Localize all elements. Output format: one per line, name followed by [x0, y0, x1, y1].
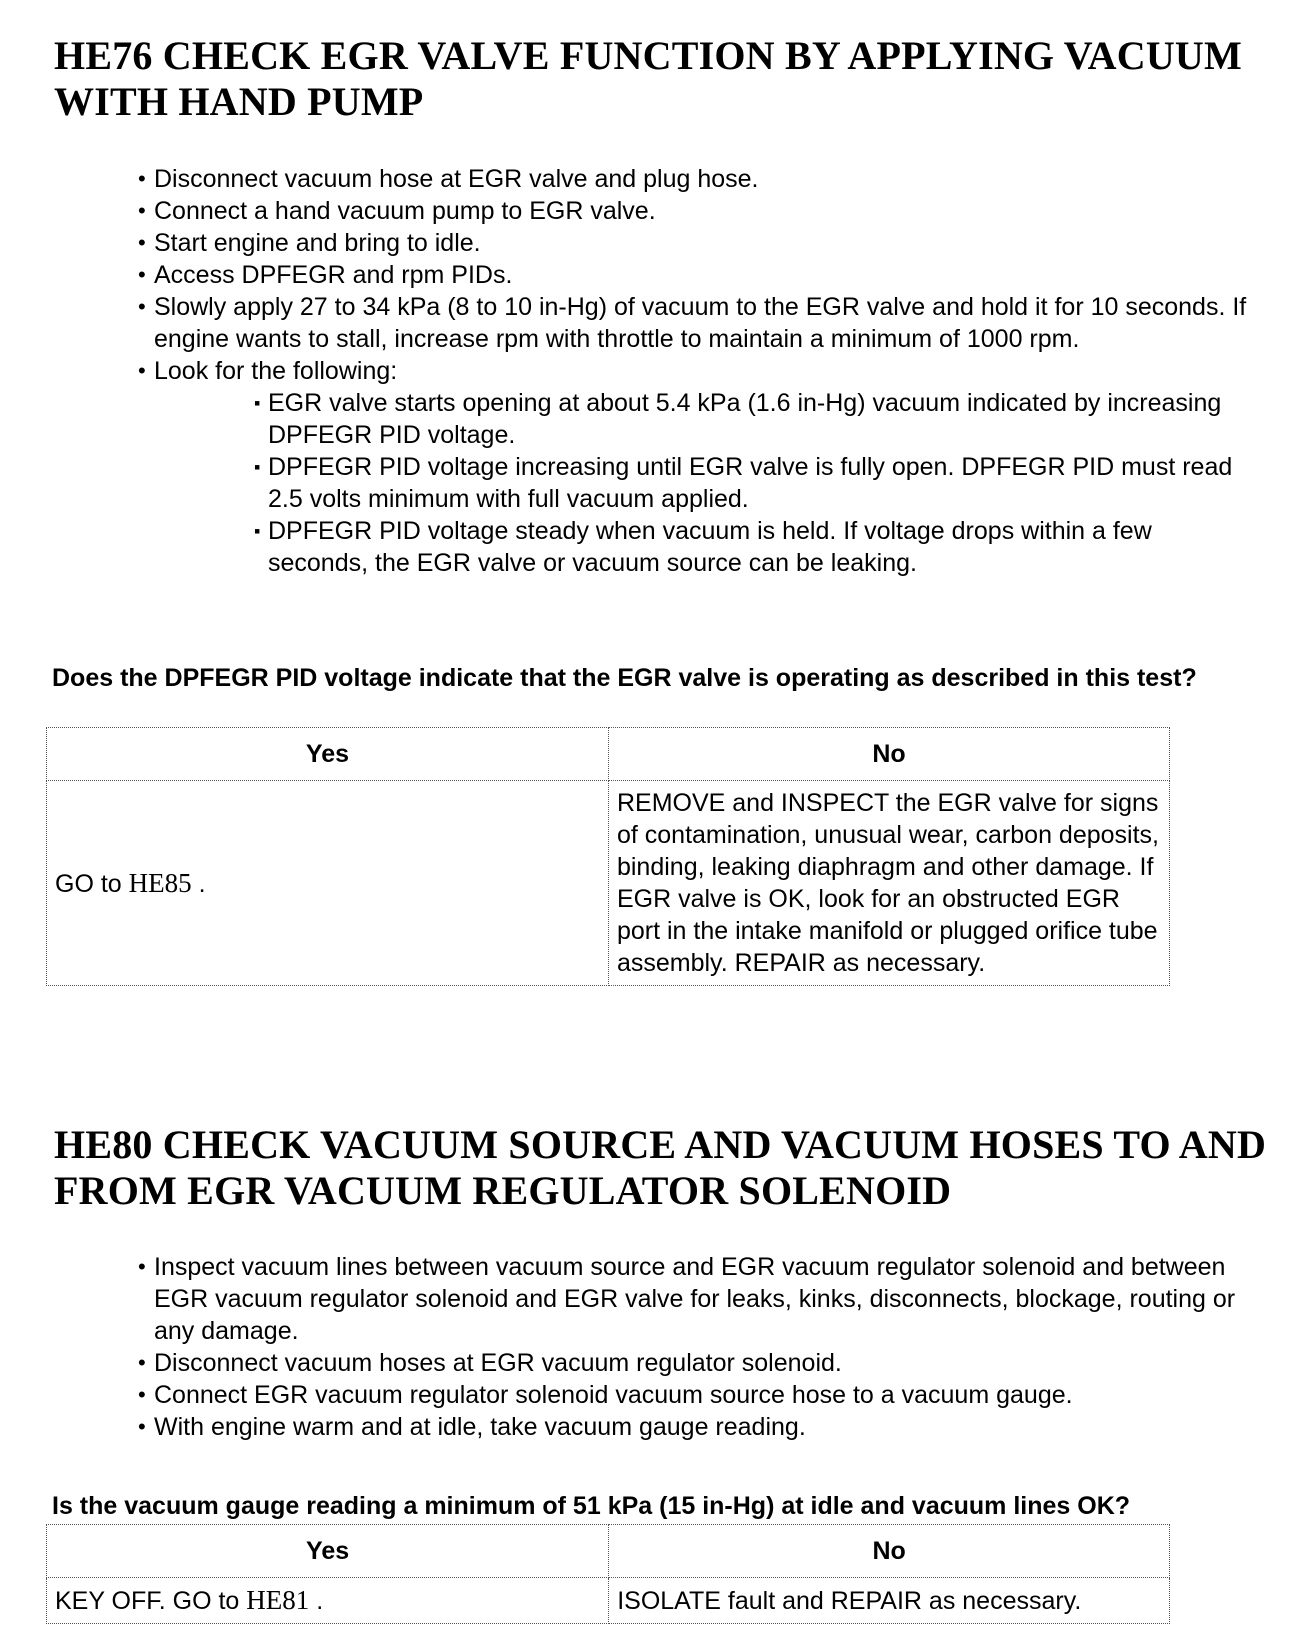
- sub-list-item: [254, 451, 1248, 515]
- yes-action-suffix: .: [198, 869, 206, 898]
- step-text: With engine warm and at idle, take vacuum gauge reading.: [154, 1413, 806, 1441]
- no-header: No: [609, 1525, 1170, 1578]
- yes-action-suffix: .: [316, 1587, 324, 1615]
- step-text: Inspect vacuum lines between vacuum source and EGR vacuum regulator solenoid and between EGR vacuum regulator solenoid and EGR valve for leaks, kinks, disconnects, blockage, routing or any damage.: [154, 1253, 1236, 1345]
- list-item: [138, 259, 1248, 291]
- question-he76: Does the DPFEGR PID voltage indicate that the EGR valve is operating as described in this test?: [52, 664, 1197, 692]
- table-row: [47, 1578, 1170, 1624]
- list-item: [138, 227, 1248, 259]
- step-text: Look for the following:: [154, 357, 398, 385]
- table-header-row: [47, 728, 1170, 781]
- sub-step-text: EGR valve starts opening at about 5.4 kPa (1.6 in-Hg) vacuum indicated by increasing DPFEGR PID voltage.: [268, 389, 1222, 449]
- list-item: [138, 291, 1248, 355]
- step-reference-link[interactable]: HE85: [128, 867, 192, 898]
- no-action-text: REMOVE and INSPECT the EGR valve for signs of contamination, unusual wear, carbon deposits, binding, leaking diaphragm and other damage. If EGR valve is OK, look for an obstructed EGR port in the intake manifold or plugged orifice tube assembly. REPAIR as necessary.: [616, 789, 1159, 977]
- list-item: [138, 1411, 1268, 1443]
- step-list-he76: [138, 163, 1248, 579]
- sub-step-text: DPFEGR PID voltage steady when vacuum is held. If voltage drops within a few seconds, the EGR valve or vacuum source can be leaking.: [268, 517, 1152, 577]
- yes-no-table-he76: [46, 727, 1170, 986]
- yes-header: Yes: [47, 728, 609, 781]
- step-text: Connect a hand vacuum pump to EGR valve.: [154, 197, 656, 225]
- step-text: Access DPFEGR and rpm PIDs.: [154, 261, 513, 289]
- list-item: [138, 1379, 1268, 1411]
- sub-step-list: [154, 387, 1248, 579]
- no-action-text: ISOLATE fault and REPAIR as necessary.: [617, 1586, 1082, 1615]
- sub-list-item: [254, 387, 1248, 451]
- step-text: Disconnect vacuum hoses at EGR vacuum regulator solenoid.: [154, 1349, 842, 1377]
- yes-header: Yes: [47, 1525, 609, 1578]
- sub-list-item: [254, 515, 1248, 579]
- step-text: Disconnect vacuum hose at EGR valve and plug hose.: [154, 165, 759, 193]
- step-list-he80: [138, 1251, 1268, 1443]
- step-text: Slowly apply 27 to 34 kPa (8 to 10 in-Hg) of vacuum to the EGR valve and hold it for 10 seconds. If engine wants to stall, increase rpm with throttle to maintain a minimum of 1000 rpm.: [154, 293, 1247, 353]
- list-item: [138, 1347, 1268, 1379]
- question-he80: Is the vacuum gauge reading a minimum of 51 kPa (15 in-Hg) at idle and vacuum lines OK?: [52, 1492, 1131, 1520]
- list-item: [138, 355, 1248, 579]
- no-cell: [608, 781, 1169, 986]
- step-reference-link[interactable]: HE81: [246, 1585, 310, 1615]
- yes-no-table-he80: [46, 1524, 1170, 1624]
- yes-action-text: KEY OFF. GO to: [55, 1587, 240, 1615]
- yes-action-text: GO to: [55, 869, 122, 898]
- list-item: [138, 195, 1248, 227]
- no-header: No: [608, 728, 1169, 781]
- table-header-row: [47, 1525, 1170, 1578]
- yes-cell: [47, 781, 609, 986]
- section-title-he76: HE76 CHECK EGR VALVE FUNCTION BY APPLYING VACUUM WITH HAND PUMP: [54, 33, 1242, 124]
- sub-step-text: DPFEGR PID voltage increasing until EGR valve is fully open. DPFEGR PID must read 2.5 volts minimum with full vacuum applied.: [268, 453, 1233, 513]
- list-item: [138, 1251, 1268, 1347]
- step-text: Connect EGR vacuum regulator solenoid vacuum source hose to a vacuum gauge.: [154, 1381, 1073, 1409]
- list-item: [138, 163, 1248, 195]
- yes-cell: [47, 1578, 609, 1624]
- step-text: Start engine and bring to idle.: [154, 229, 481, 257]
- section-title-he80: HE80 CHECK VACUUM SOURCE AND VACUUM HOSES TO AND FROM EGR VACUUM REGULATOR SOLENOID: [54, 1122, 1267, 1213]
- no-cell: [609, 1578, 1170, 1624]
- table-row: [47, 781, 1170, 986]
